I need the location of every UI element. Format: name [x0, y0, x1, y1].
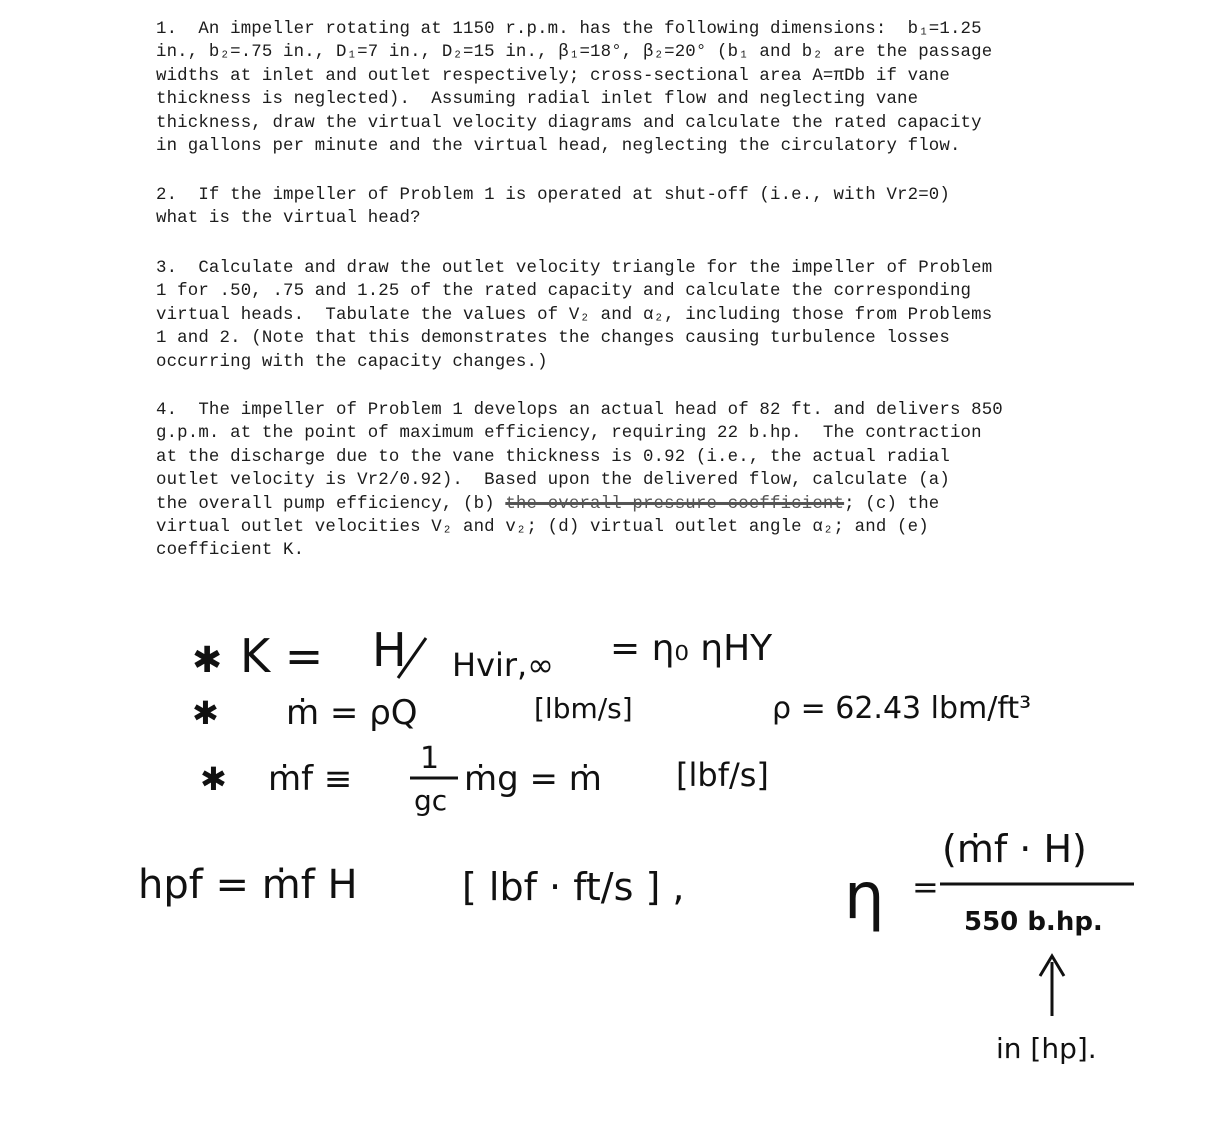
- mass-flow-lhs: ṁ = ρQ: [286, 693, 418, 733]
- problem-4-line-end: ; (c) the: [844, 494, 940, 514]
- force-flow-units: [lbf/s]: [676, 756, 769, 794]
- problem-1-line: in gallons per minute and the virtual head, neglecting the circulatory flow.: [156, 137, 961, 157]
- problem-3-line: 3. Calculate and draw the outlet velocity triangle for the impeller of Problem: [156, 259, 993, 278]
- problem-3: [156, 257, 1076, 374]
- mass-flow-units: [lbm/s]: [534, 692, 633, 725]
- problem-4-line: at the discharge due to the vane thickness is 0.92 (i.e., the actual radial: [156, 447, 950, 467]
- problem-3-line: 1 for .50, .75 and 1.25 of the rated capacity and calculate the corresponding: [156, 282, 972, 302]
- problem-3-line: occurring with the capacity changes.): [156, 352, 548, 372]
- problem-1-line: 1. An impeller rotating at 1150 r.p.m. has the following dimensions: b₁=1.25: [156, 20, 982, 39]
- k-frac-denominator: Hvir,∞: [452, 646, 554, 684]
- star-mark: ✱: [200, 760, 227, 798]
- k-frac-numerator: H: [372, 623, 407, 677]
- problem-4-line: [156, 493, 1076, 516]
- problem-2-line: what is the virtual head?: [156, 209, 421, 229]
- force-flow-frac-den: gc: [414, 784, 448, 817]
- efficiency-numerator: (ṁf · H): [942, 827, 1087, 871]
- star-mark: ✱: [192, 694, 219, 732]
- problem-4-line: virtual outlet velocities V₂ and v₂; (d) virtual outlet angle α₂; and (e): [156, 518, 929, 538]
- force-flow-frac-num: 1: [420, 741, 440, 776]
- horsepower-lhs: hpf = ṁf H: [138, 862, 358, 908]
- struck-out-text: the overall pressure coefficient: [505, 494, 845, 514]
- problem-4-line: 4. The impeller of Problem 1 develops an actual head of 82 ft. and delivers 850: [156, 401, 1003, 420]
- force-flow-lhs: ṁf ≡: [268, 759, 353, 799]
- density-value: ρ = 62.43 lbm/ft³: [772, 691, 1032, 726]
- problem-1-line: in., b₂=.75 in., D₁=7 in., D₂=15 in., β₁=18°, β₂=20° (b₁ and b₂ are the passage: [156, 43, 993, 63]
- problem-4-line: outlet velocity is Vr2/0.92). Based upon the delivered flow, calculate (a): [156, 471, 950, 491]
- problem-2: [156, 184, 1076, 231]
- k-definition-lhs: K =: [240, 629, 324, 683]
- star-mark: ✱: [192, 640, 223, 681]
- horsepower-units: [ lbf · ft/s ] ,: [462, 865, 685, 909]
- arrow-note: in [hp].: [996, 1032, 1097, 1065]
- efficiency-symbol: η: [844, 860, 885, 934]
- problem-4: [156, 399, 1076, 563]
- problem-1-line: thickness, draw the virtual velocity diagrams and calculate the rated capacity: [156, 113, 982, 133]
- problem-1: [156, 18, 1076, 158]
- problem-4-line-start: the overall pump efficiency, (b): [156, 494, 506, 514]
- problem-1-line: widths at inlet and outlet respectively; cross-sectional area A=πDb if vane: [156, 66, 950, 86]
- problem-3-line: virtual heads. Tabulate the values of V₂ and α₂, including those from Problems: [156, 305, 993, 325]
- handwritten-notes-svg: [0, 600, 1206, 1140]
- problem-3-line: 1 and 2. (Note that this demonstrates the changes causing turbulence losses: [156, 329, 950, 349]
- force-flow-rhs: ṁg = ṁ: [464, 759, 602, 799]
- problem-2-line: 2. If the impeller of Problem 1 is operated at shut-off (i.e., with Vr2=0): [156, 186, 950, 205]
- problem-1-line: thickness is neglected). Assuming radial inlet flow and neglecting vane: [156, 90, 919, 110]
- problem-4-line: g.p.m. at the point of maximum efficiency, requiring 22 b.hp. The contraction: [156, 424, 982, 444]
- k-definition-rhs: = η₀ ηHY: [610, 628, 773, 669]
- efficiency-equals: =: [912, 868, 939, 906]
- handwritten-notes: [0, 600, 1206, 1140]
- problem-4-line: coefficient K.: [156, 541, 305, 561]
- efficiency-denominator: 550 b.hp.: [964, 907, 1103, 937]
